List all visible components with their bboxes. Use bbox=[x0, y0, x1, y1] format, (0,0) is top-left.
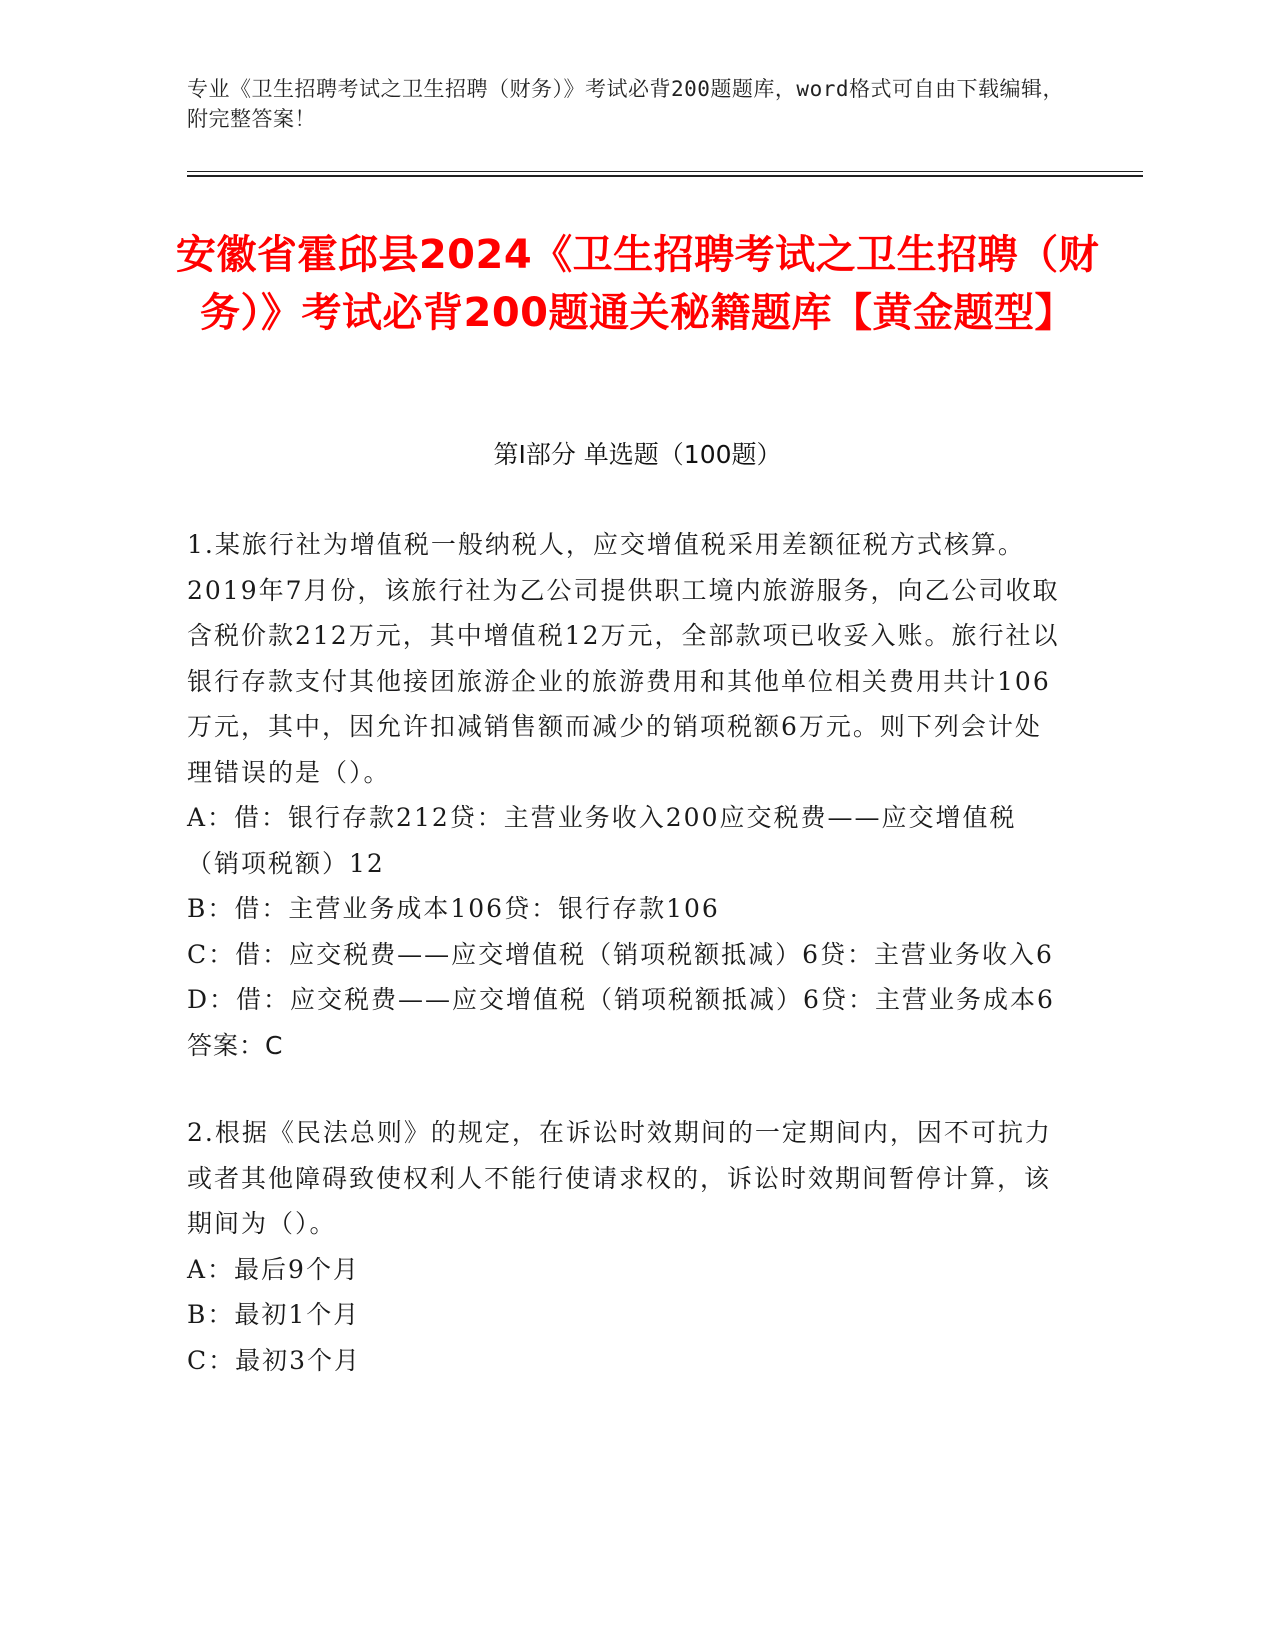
option-a: A：最后9个月 bbox=[187, 1254, 360, 1284]
header-note: 专业《卫生招聘考试之卫生招聘（财务）》考试必背200题题库，word格式可自由下载编辑，附完整答案！ bbox=[187, 77, 1064, 131]
option-c: C：最初3个月 bbox=[187, 1345, 362, 1375]
question-stem: 2.根据《民法总则》的规定，在诉讼时效期间的一定期间内，因不可抗力或者其他障碍致使权利人不能行使请求权的，诉讼时效期间暂停计算，该期间为（）。 bbox=[187, 1118, 1052, 1238]
option-b: B：最初1个月 bbox=[187, 1300, 361, 1329]
option-c: C：借：应交税费——应交增值税（销项税额抵减）6贷：主营业务收入6 bbox=[187, 939, 1054, 969]
header-rule-thin bbox=[187, 171, 1143, 172]
question-stem: 1.某旅行社为增值税一般纳税人，应交增值税采用差额征税方式核算。2019年7月份，该旅行社为乙公司提供职工境内旅游服务，向乙公司收取含税价款212万元，其中增值税12万元，全部款项已收妥入账。旅行社以银行存款支付其他接团旅游企业的旅游费用和其他单位相关费用共计106万元，其中，因允许扣减销售额而减少的销项税额6万元。则下列会计处理错误的是（）。 bbox=[187, 530, 1060, 787]
question-2 bbox=[187, 1110, 1067, 1383]
header-rule-thick bbox=[187, 175, 1143, 177]
section-title: 第Ⅰ部分 单选题（100题） bbox=[493, 440, 782, 469]
question-1 bbox=[187, 522, 1067, 1068]
option-b: B：借：主营业务成本106贷：银行存款106 bbox=[187, 894, 720, 923]
document-title: 安徽省霍邱县2024《卫生招聘考试之卫生招聘（财务）》考试必背200题通关秘籍题库【黄金题型】 bbox=[175, 232, 1100, 336]
option-d: D：借：应交税费——应交增值税（销项税额抵减）6贷：主营业务成本6 bbox=[187, 985, 1055, 1014]
option-a: A：借：银行存款212贷：主营业务收入200应交税费——应交增值税（销项税额）12 bbox=[187, 803, 1017, 878]
question-list bbox=[187, 522, 1067, 1383]
answer: 答案：C bbox=[187, 1030, 284, 1060]
question-gap bbox=[187, 1068, 1067, 1110]
